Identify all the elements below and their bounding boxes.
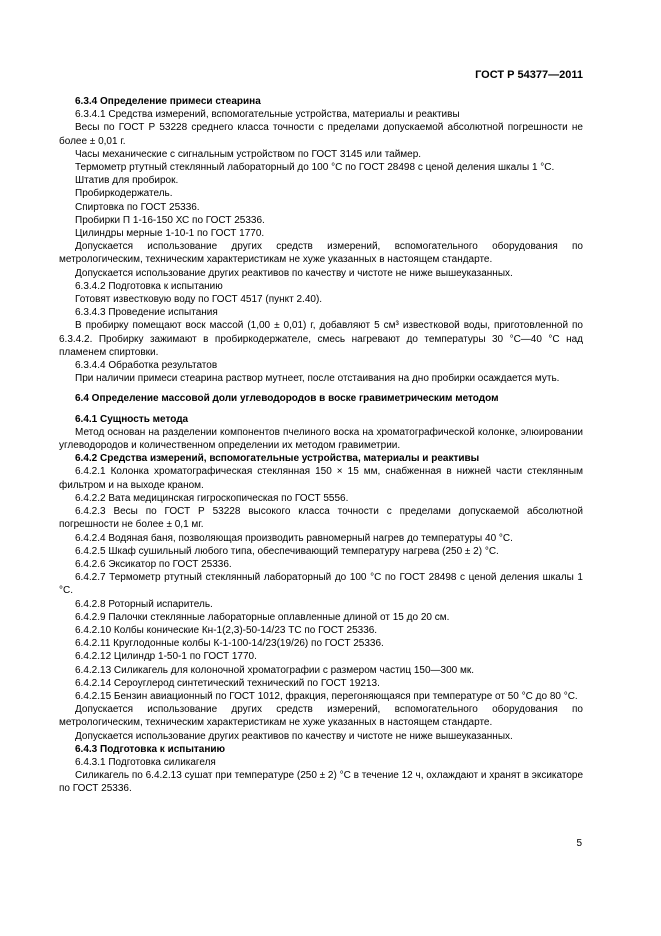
paragraph: Допускается использование других средств измерений, вспомогательного оборудования по метрологическим, техническим характеристикам не хуже указанных в настоящем стандарте. bbox=[59, 241, 583, 266]
paragraph: 6.4.2.13 Силикагель для колоночной хроматографии с размером частиц 150—300 мк. bbox=[75, 664, 475, 676]
paragraph: 6.3.4.4 Обработка результатов bbox=[75, 360, 218, 372]
paragraph: Пробиркодержатель. bbox=[75, 188, 173, 200]
paragraph: 6.4.2.9 Палочки стеклянные лабораторные оплавленные длиной от 15 до 20 см. bbox=[75, 611, 450, 623]
paragraph: 6.4.2.8 Роторный испаритель. bbox=[75, 598, 213, 610]
paragraph: 6.4.2.2 Вата медицинская гигроскопическая по ГОСТ 5556. bbox=[75, 492, 349, 504]
paragraph: Спиртовка по ГОСТ 25336. bbox=[75, 201, 200, 213]
paragraph: 6.4.2.3 Весы по ГОСТ Р 53228 высокого класса точности с пределами допускаемой абсолютной погрешности не более ± 0,1 мг. bbox=[59, 506, 583, 531]
section-heading: 6.4.3 Подготовка к испытанию bbox=[75, 743, 226, 755]
document-body bbox=[59, 95, 583, 796]
section-heading: 6.4.1 Сущность метода bbox=[75, 413, 189, 425]
paragraph: 6.4.3.1 Подготовка силикагеля bbox=[75, 756, 216, 768]
paragraph: 6.4.2.7 Термометр ртутный стеклянный лабораторный до 100 °С по ГОСТ 28498 с ценой деления шкалы 1 °С. bbox=[59, 572, 583, 597]
paragraph: 6.4.2.11 Круглодонные колбы К-1-100-14/23(19/26) по ГОСТ 25336. bbox=[75, 638, 384, 650]
paragraph: В пробирку помещают воск массой (1,00 ± 0,01) г, добавляют 5 см³ известковой воды, приготовленной по 6.3.4.2. Пробирку зажимают в пробиркодержателе, смесь нагревают до температуры 30 °С—40 °С над пламенем спиртовки. bbox=[59, 320, 583, 358]
paragraph: Штатив для пробирок. bbox=[75, 175, 179, 187]
paragraph: Готовят известковую воду по ГОСТ 4517 (пункт 2.40). bbox=[75, 294, 323, 306]
paragraph: Часы механические с сигнальным устройством по ГОСТ 3145 или таймер. bbox=[75, 148, 422, 160]
section-heading: 6.4.2 Средства измерений, вспомогательные устройства, материалы и реактивы bbox=[75, 453, 480, 465]
paragraph: 6.3.4.1 Средства измерений, вспомогательные устройства, материалы и реактивы bbox=[75, 109, 460, 121]
paragraph: 6.4.2.14 Сероуглерод синтетический технический по ГОСТ 19213. bbox=[75, 677, 380, 689]
paragraph: 6.3.4.3 Проведение испытания bbox=[75, 307, 218, 319]
paragraph: 6.4.2.4 Водяная баня, позволяющая производить равномерный нагрев до температуры 40 °С. bbox=[75, 532, 513, 544]
paragraph: Цилиндры мерные 1-10-1 по ГОСТ 1770. bbox=[75, 228, 265, 240]
document-header: ГОСТ Р 54377—2011 bbox=[475, 69, 583, 81]
paragraph: Допускается использование других реактивов по качеству и чистоте не ниже вышеуказанных. bbox=[75, 267, 513, 279]
paragraph: Силикагель по 6.4.2.13 сушат при температуре (250 ± 2) °С в течение 12 ч, охлаждают и хранят в эксикаторе по ГОСТ 25336. bbox=[59, 770, 583, 795]
paragraph: 6.4.2.1 Колонка хроматографическая стеклянная 150 × 15 мм, снабженная в нижней части стеклянным фильтром и на выходе краном. bbox=[59, 466, 583, 491]
paragraph: При наличии примеси стеарина раствор мутнеет, после отстаивания на дно пробирки осаждается муть. bbox=[75, 373, 560, 385]
paragraph: 6.4.2.6 Эксикатор по ГОСТ 25336. bbox=[75, 558, 232, 570]
paragraph: Термометр ртутный стеклянный лабораторный до 100 °С по ГОСТ 28498 с ценой деления шкалы 1 °С. bbox=[75, 162, 555, 174]
paragraph: Допускается использование других реактивов по качеству и чистоте не ниже вышеуказанных. bbox=[75, 730, 513, 742]
paragraph: 6.4.2.12 Цилиндр 1-50-1 по ГОСТ 1770. bbox=[75, 651, 257, 663]
paragraph: 6.4.2.5 Шкаф сушильный любого типа, обеспечивающий температуру нагрева (250 ± 2) °С. bbox=[75, 545, 499, 557]
paragraph: Весы по ГОСТ Р 53228 среднего класса точности с пределами допускаемой абсолютной погрешности не более ± 0,01 г. bbox=[59, 122, 583, 147]
paragraph: 6.4.2.15 Бензин авиационный по ГОСТ 1012, фракция, перегоняющаяся при температуре от 50 °С до 80 °С. bbox=[75, 690, 578, 702]
section-heading: 6.4 Определение массовой доли углеводородов в воске гравиметрическим методом bbox=[75, 393, 499, 405]
paragraph: 6.3.4.2 Подготовка к испытанию bbox=[75, 280, 223, 292]
paragraph: Допускается использование других средств измерений, вспомогательного оборудования по метрологическим, техническим характеристикам не хуже указанных в настоящем стандарте. bbox=[59, 704, 583, 729]
section-heading: 6.3.4 Определение примеси стеарина bbox=[75, 96, 261, 107]
paragraph: Пробирки П 1-16-150 ХС по ГОСТ 25336. bbox=[75, 214, 265, 226]
paragraph: 6.4.2.10 Колбы конические Кн-1(2,3)-50-14/23 ТС по ГОСТ 25336. bbox=[75, 624, 378, 636]
page-number: 5 bbox=[576, 838, 582, 849]
paragraph: Метод основан на разделении компонентов пчелиного воска на хроматографической колонке, элюировании углеводородов и количественном определении их методом гравиметрии. bbox=[59, 426, 583, 452]
